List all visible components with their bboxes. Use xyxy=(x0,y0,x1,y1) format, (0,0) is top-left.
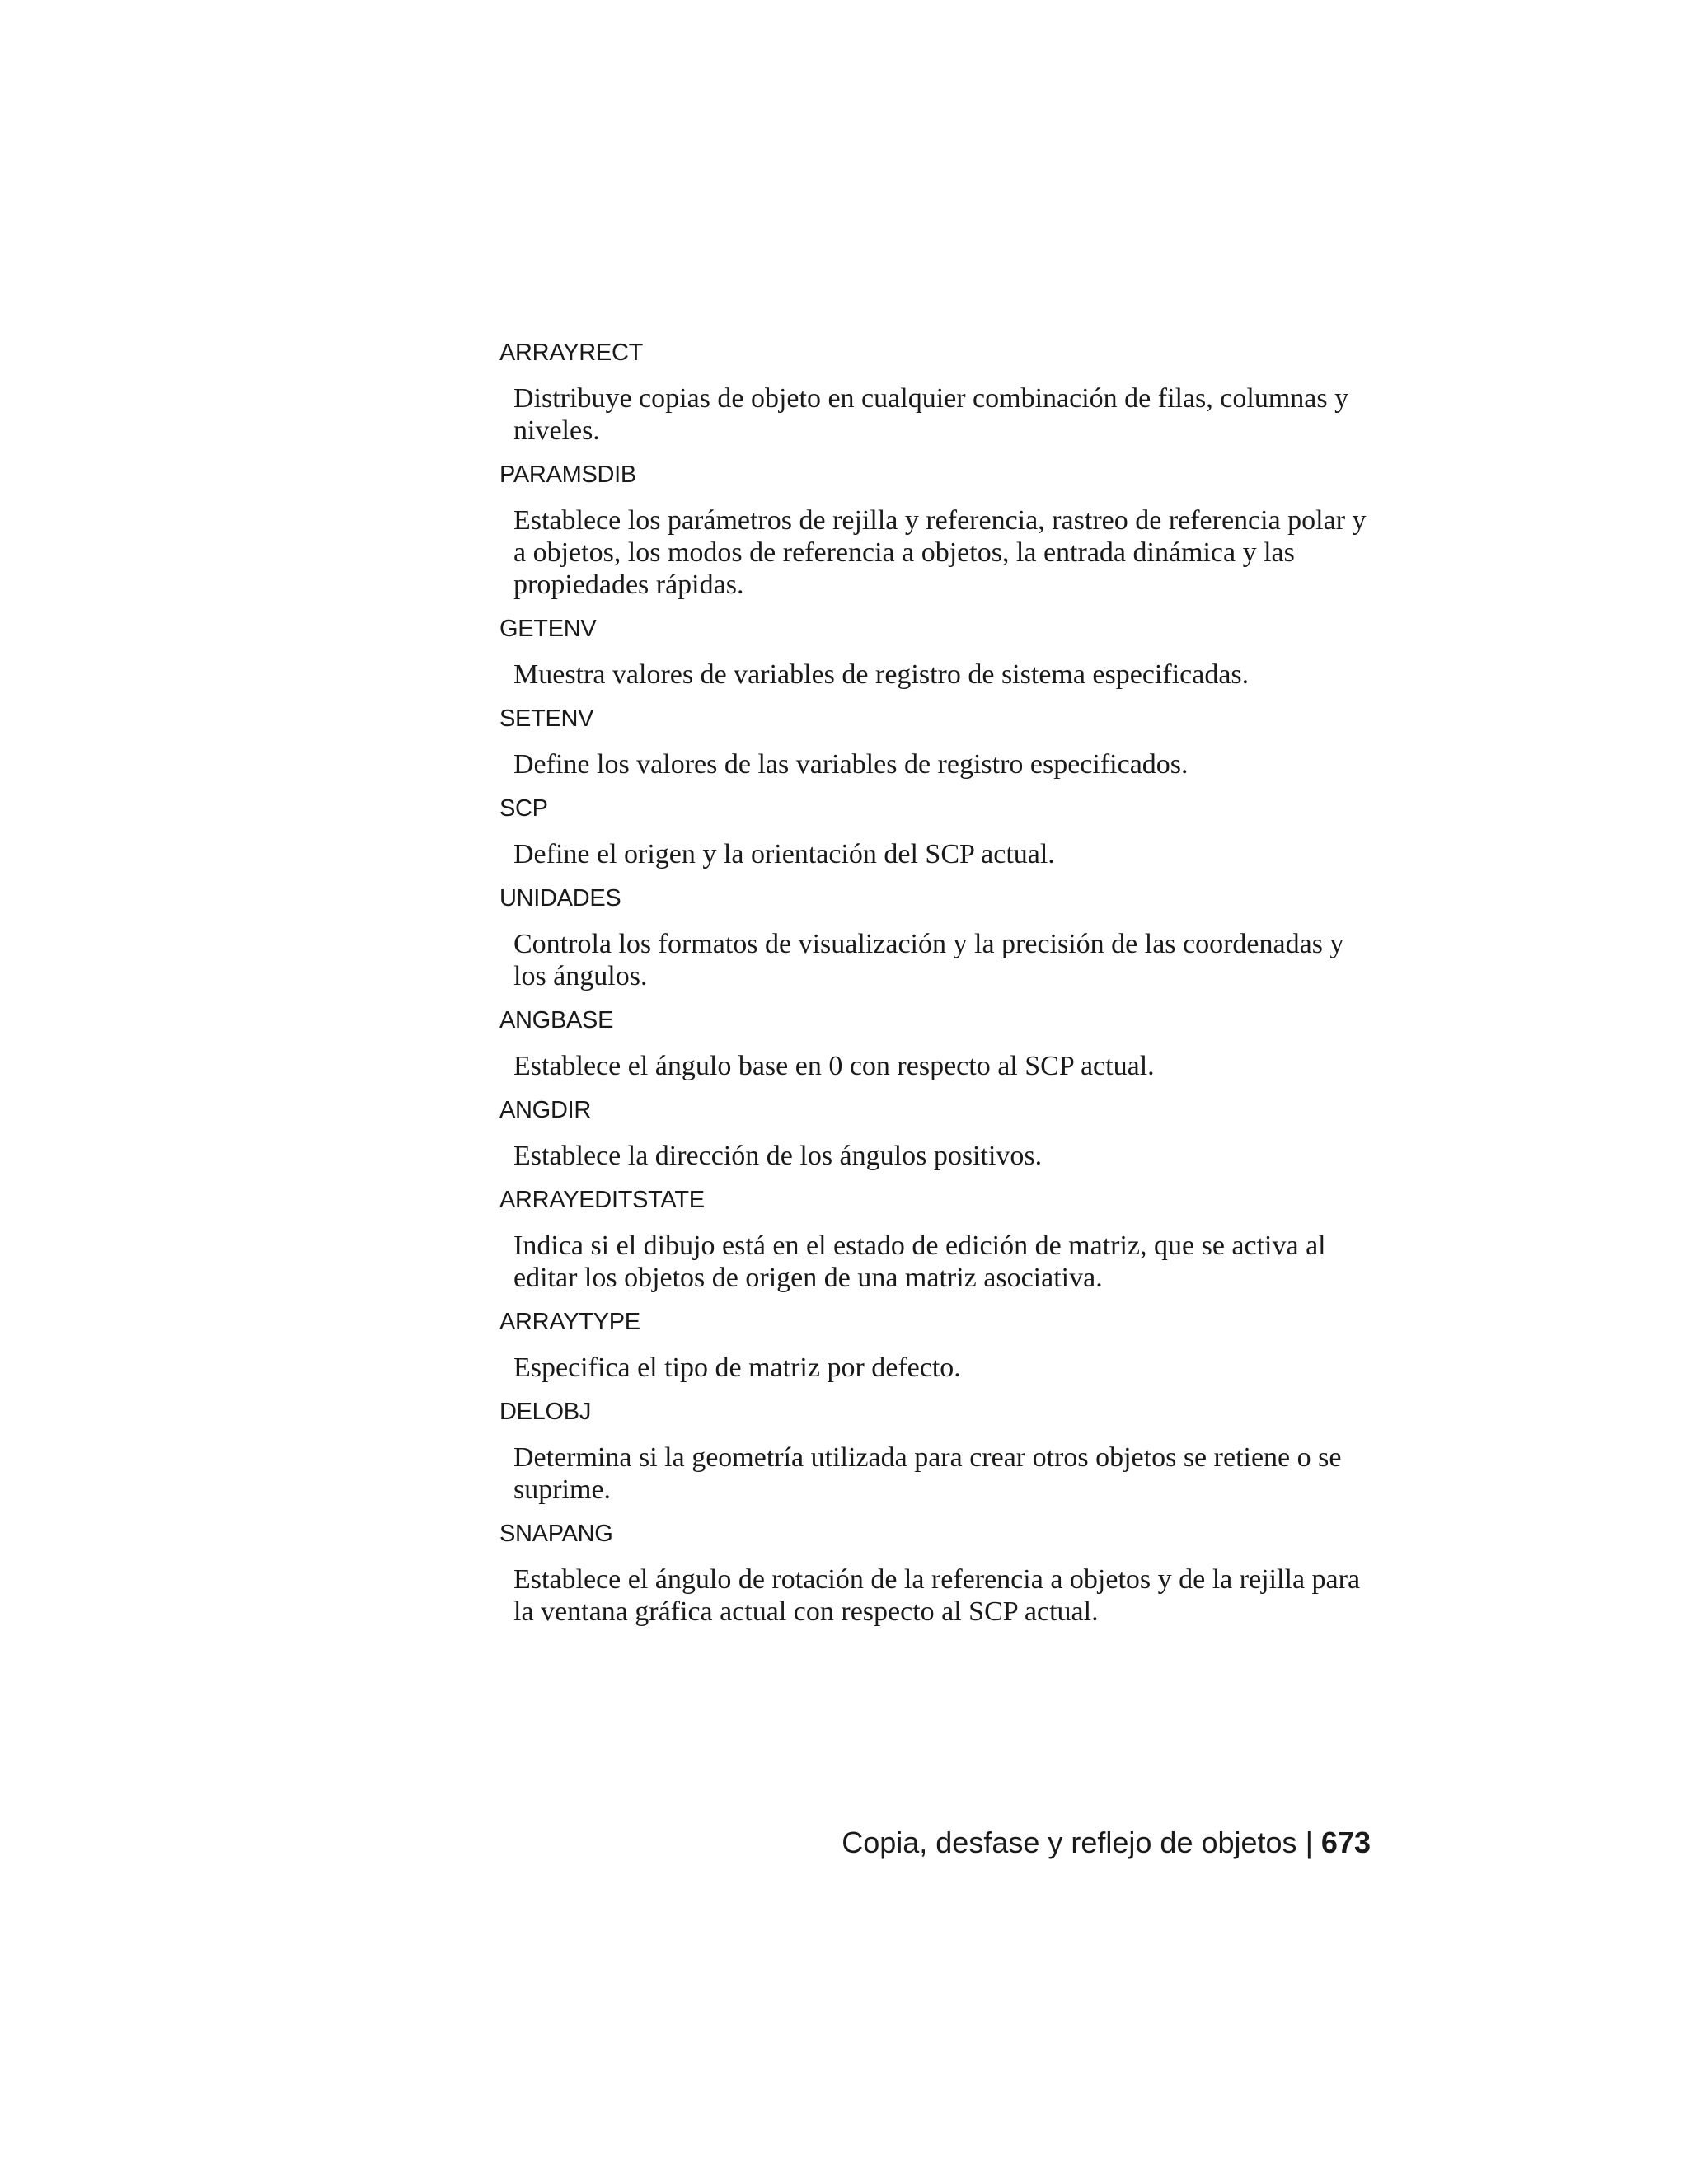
footer-separator: | xyxy=(1305,1825,1313,1859)
command-name: SCP xyxy=(499,795,548,822)
command-description: Muestra valores de variables de registro de sistema especificadas. xyxy=(513,659,1250,690)
definition-entry xyxy=(499,702,1381,780)
definition-entry xyxy=(499,882,1381,992)
definition-entry xyxy=(499,1004,1381,1082)
command-name: ARRAYEDITSTATE xyxy=(499,1187,705,1213)
command-description: Establece la dirección de los ángulos positivos. xyxy=(513,1141,1043,1171)
command-name: ANGBASE xyxy=(499,1007,614,1033)
definition-entry xyxy=(499,1517,1381,1628)
command-description: Establece el ángulo de rotación de la referencia a objetos y de la rejilla para la ventana gráfica actual con respecto al SCP actual. xyxy=(513,1564,1361,1627)
command-name: DELOBJ xyxy=(499,1399,592,1425)
command-description: Define el origen y la orientación del SCP actual. xyxy=(513,839,1055,869)
definition-entry xyxy=(499,1305,1381,1384)
page-number: 673 xyxy=(1320,1825,1371,1859)
command-description: Indica si el dibujo está en el estado de edición de matriz, que se activa al editar los objetos de origen de una matriz asociativa. xyxy=(513,1230,1326,1293)
command-description: Establece el ángulo base en 0 con respecto al SCP actual. xyxy=(513,1051,1155,1081)
definition-list xyxy=(499,336,1381,1639)
definition-entry xyxy=(499,336,1381,447)
command-description: Define los valores de las variables de registro especificados. xyxy=(513,749,1189,780)
command-name: SNAPANG xyxy=(499,1521,613,1547)
definition-entry xyxy=(499,1395,1381,1506)
definition-entry xyxy=(499,1183,1381,1294)
command-name: UNIDADES xyxy=(499,885,621,912)
page-footer xyxy=(842,1823,1371,1863)
command-description: Especifica el tipo de matriz por defecto. xyxy=(513,1352,961,1383)
command-description: Distribuye copias de objeto en cualquier combinación de filas, columnas y niveles. xyxy=(513,383,1349,446)
definition-entry xyxy=(499,612,1381,691)
command-name: ANGDIR xyxy=(499,1097,591,1123)
command-description: Determina si la geometría utilizada para crear otros objetos se retiene o se suprime. xyxy=(513,1442,1342,1505)
footer-section-title: Copia, desfase y reflejo de objetos xyxy=(842,1825,1297,1859)
command-description: Controla los formatos de visualización y la precisión de las coordenadas y los ángulos. xyxy=(513,929,1344,991)
command-name: PARAMSDIB xyxy=(499,462,636,488)
definition-entry xyxy=(499,458,1381,601)
command-name: ARRAYRECT xyxy=(499,340,644,366)
command-name: ARRAYTYPE xyxy=(499,1309,640,1335)
command-name: GETENV xyxy=(499,616,597,642)
definition-entry xyxy=(499,1094,1381,1172)
definition-entry xyxy=(499,792,1381,870)
command-description: Establece los parámetros de rejilla y referencia, rastreo de referencia polar y a objetos, los modos de referencia a objetos, la entrada dinámica y las propiedades rápidas. xyxy=(513,505,1367,600)
command-name: SETENV xyxy=(499,705,594,732)
